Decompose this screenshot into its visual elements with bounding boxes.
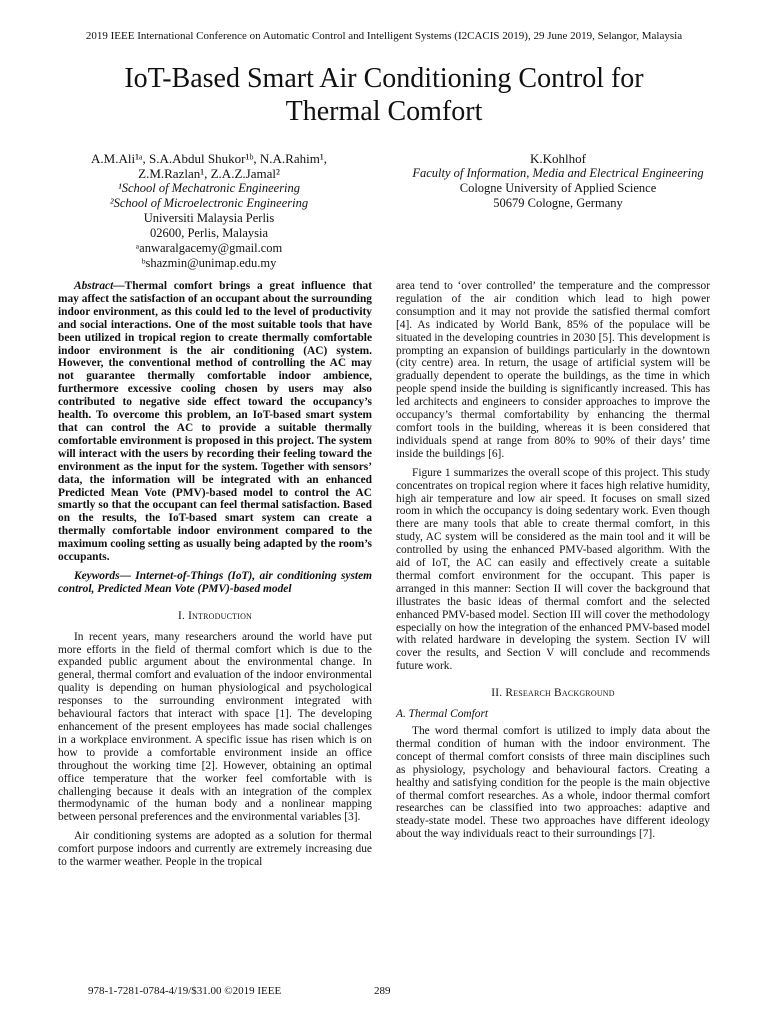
intro-paragraph-2: Air conditioning systems are adopted as a solution for thermal comfort purpose indoors and currently are extremely increasing due to the warmer weather. People in the tropical: [58, 830, 372, 869]
subsection-heading-thermal-comfort: A. Thermal Comfort: [396, 708, 489, 721]
title-line-2: Thermal Comfort: [285, 96, 483, 127]
thermal-comfort-paragraph: The word thermal comfort is utilized to imply data about the thermal condition of human with the indoor environment. The concept of thermal comfort consists of three main disciplines such as physiology, psychology and behavioural factors. Creating a healthy and satisfying condition for the people is the main objective of thermal comfort researches. As a whole, indoor thermal comfort researches can be classified into two approaches: adaptive and steady-state model. These two approaches have different ideology about the way individuals react to their surroundings [7].: [396, 725, 710, 841]
affiliation-1: ¹School of Mechatronic Engineering: [117, 181, 301, 195]
intro-paragraph-1: In recent years, many researchers around the world have put more efforts in the field of thermal comfort which is due to the expanded public argument about the environmental change. In general, thermal comfort and evaluation of the indoor environmental quality is depending on human physiological and psychological responses to the surrounding environment integrated with behavioural factors that interact with space [1]. The developing enhancement of the present employees has made social challenges in a workplace environment. A specific issue has risen which is on how to provide a comfortable environment inside an office throughout the working time [2]. However, obtaining an optimal office temperature that the worker feel comfortable with is challenging because it deals with an integration of the complex thermodynamic of the human body and a nonlinear mapping between personal preferences and the environmental variables [3].: [58, 630, 372, 824]
address-right: 50679 Cologne, Germany: [493, 196, 623, 210]
author-block-left: [68, 151, 350, 271]
address-left: 02600, Perlis, Malaysia: [149, 226, 269, 240]
affiliation-2: ²School of Microelectronic Engineering: [109, 196, 309, 210]
university-left: Universiti Malaysia Perlis: [143, 211, 275, 225]
email-2: ᵇshazmin@unimap.edu.my: [141, 256, 277, 270]
page-number: 289: [374, 985, 391, 997]
author-name-right: K.Kohlhof: [530, 151, 586, 166]
section-heading-introduction: [58, 610, 372, 623]
paper-title: [60, 62, 708, 128]
conference-header: 2019 IEEE International Conference on Automatic Control and Intelligent Systems (I2CACIS 2019), 29 June 2019, Selangor, Malaysia: [85, 30, 683, 42]
abstract-text: Thermal comfort brings a great influence that may affect the satisfaction of an occupant about the surrounding indoor environment, as this could led to the level of productivity and social interactions. One of the most suitable tools that have been utilized in tropical region to create thermally comfortable indoor environment is the air conditioning (AC) system. However, the conventional method of controlling the AC may not guarantee thermally comfortable indoor ambience, furthermore excessive cooling chosen by users may also contributed to negative side effect toward the occupancy’s health. To overcome this problem, an IoT-based smart system that can control the AC to provide a suitable thermally comfortable environment is proposed in this project. The system will interact with the users by recording their feeling toward the environment as the input for the system. Together with sensors’ data, the information will be integrated with an enhanced Predicted Mean Vote (PMV)-based model to control the AC smartly so that the occupant can feel thermal satisfaction. Based on the results, the IoT-based smart system can create a thermally comfortable indoor environment compared to the maximum cooling setting as usually being adapted by the room’s occupants.: [58, 280, 372, 564]
section-title: Research Background: [505, 687, 615, 700]
university-right: Cologne University of Applied Science: [459, 181, 657, 195]
right-column: [396, 280, 710, 847]
faculty-right: Faculty of Information, Media and Electrical Engineering: [412, 166, 704, 180]
title-line-1: IoT-Based Smart Air Conditioning Control for: [124, 63, 644, 94]
email-1: ᵃanwaralgacemy@gmail.com: [135, 241, 283, 255]
section-number: I.: [177, 609, 185, 622]
left-column: [58, 280, 372, 875]
section-number: II.: [491, 687, 503, 700]
author-block-right: [398, 151, 718, 211]
abstract: [58, 280, 372, 564]
section-title: Introduction: [188, 609, 253, 622]
section-heading-research-background: [396, 687, 710, 700]
keywords: Keywords— Internet-of-Things (IoT), air conditioning system control, Predicted Mean Vote (PMV)-based model: [58, 569, 372, 595]
abstract-label: Abstract—: [74, 280, 125, 292]
author-names-line-2: Z.M.Razlan¹, Z.A.Z.Jamal²: [138, 166, 280, 181]
intro-paragraph-4: Figure 1 summarizes the overall scope of this project. This study concentrates on tropical region where it faces high relative humidity, high air temperature and low air speed. It focuses on small sized room in which the occupancy is doing sedentary work. Even though there are many tools that able to create thermal comfort, in this study, AC system will be considered as the main tool and it will be controlled by using the enhanced PMV-based algorithm. With the aid of IoT, the AC can easily and effectively create a suitable thermal comfort environment for the occupant. This paper is arranged in this manner: Section II will cover the background that illustrates the basic ideas of thermal comfort and the selected enhanced PMV-based model. Section III will cover the methodology especially on how the integration of the enhanced PMV-based model with related hardware in developing the system. Section IV will cover the results, and Section V will conclude and recommends future work.: [396, 466, 710, 673]
intro-paragraph-3: area tend to ‘over controlled’ the temperature and the compressor regulation of the air condition which lead to high power consumption and it may not provide the satisfied thermal comfort [4]. As indicated by World Bank, 85% of the populace will be situated in the developing countries in 2030 [5]. This development is prompting an expansion of buildings particularly in the downtown (city centre) area. In return, the usage of artificial system will be gradually dependent to operate the buildings, as the time in which people spend inside the building is significantly increased. This has led architects and engineers to consider approaches to improve the occupancy’s thermal comfortability by enhancing the thermal comfort tools in the building, whereas it is been considered that individuals spend at range from 80% to 90% of their days’ time inside the buildings [6].: [396, 280, 710, 460]
footer-isbn: 978-1-7281-0784-4/19/$31.00 ©2019 IEEE: [88, 985, 282, 997]
author-names-line-1: A.M.Ali¹ᵃ, S.A.Abdul Shukor¹ᵇ, N.A.Rahim¹,: [91, 151, 327, 166]
